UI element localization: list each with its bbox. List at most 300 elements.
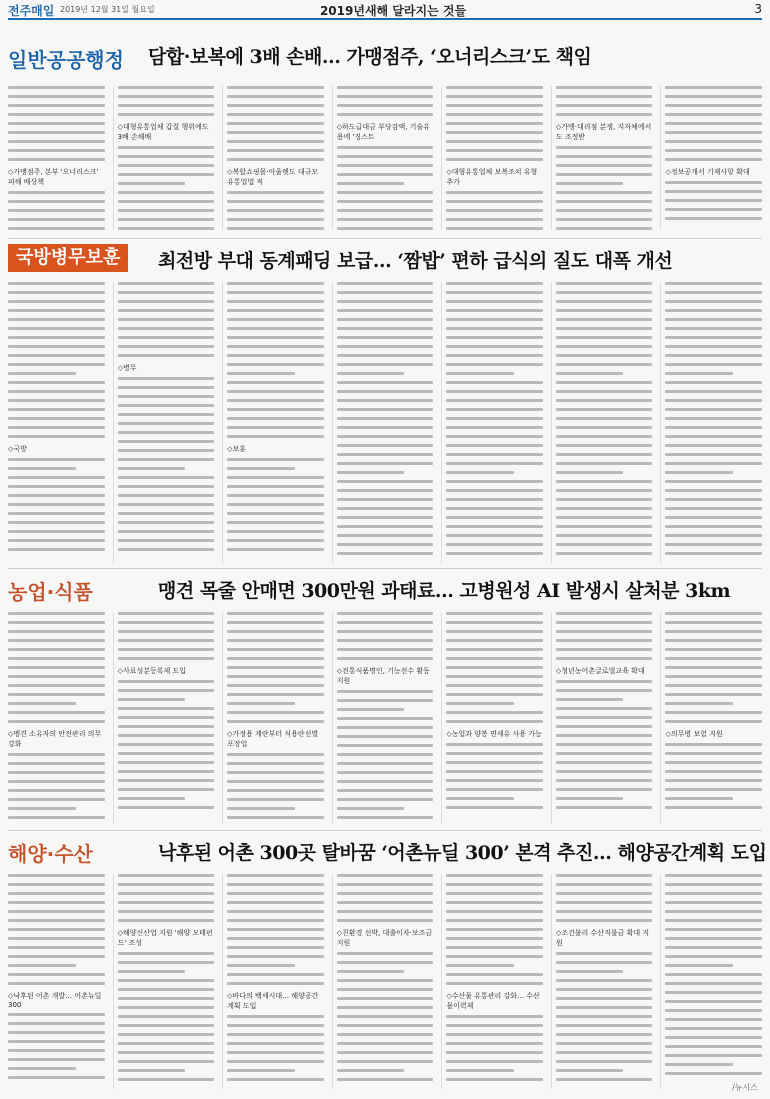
section-header — [8, 244, 762, 278]
article-column — [8, 282, 105, 564]
text-line — [665, 372, 733, 375]
text-line — [8, 458, 105, 461]
text-line — [118, 698, 186, 701]
text-line — [227, 702, 295, 705]
photo-credit: /뉴시스 — [732, 1083, 758, 1092]
text-line — [556, 952, 653, 955]
text-line — [118, 883, 215, 886]
text-line — [337, 489, 434, 492]
text-line — [227, 467, 295, 470]
article-subhead: ◇보훈 — [227, 445, 247, 453]
text-line — [665, 937, 762, 940]
text-line — [8, 711, 105, 714]
text-line — [446, 711, 543, 714]
text-line — [446, 630, 543, 633]
text-line — [8, 318, 105, 321]
text-line — [446, 552, 543, 555]
text-line — [556, 752, 653, 755]
text-line — [446, 982, 543, 985]
text-line — [118, 1015, 215, 1018]
text-line — [446, 806, 543, 809]
text-line — [665, 525, 762, 528]
text-line — [337, 552, 434, 555]
text-line — [227, 218, 324, 221]
text-line — [337, 381, 434, 384]
text-line — [446, 720, 543, 723]
text-line — [556, 525, 653, 528]
text-line — [665, 309, 762, 312]
text-line — [118, 743, 215, 746]
text-line — [8, 191, 105, 194]
text-line — [227, 946, 324, 949]
text-line — [665, 354, 762, 357]
text-line — [337, 717, 434, 720]
text-line — [337, 218, 434, 221]
text-line — [227, 1033, 324, 1036]
text-line — [118, 901, 215, 904]
page-header — [8, 2, 762, 20]
text-line — [337, 336, 434, 339]
text-line — [8, 300, 105, 303]
text-line — [118, 395, 215, 398]
text-line — [446, 113, 543, 116]
text-line — [446, 621, 543, 624]
article-subhead: ◇전통식품명인, 기능전수 활동 지원 — [336, 667, 430, 685]
article-column — [8, 612, 105, 824]
text-line — [446, 684, 543, 687]
text-line — [8, 639, 105, 642]
text-line — [8, 227, 105, 230]
text-line — [227, 191, 324, 194]
text-line — [8, 131, 105, 134]
text-line — [118, 689, 215, 692]
text-line — [665, 964, 733, 967]
text-line — [118, 521, 215, 524]
text-line — [118, 86, 215, 89]
text-line — [556, 200, 653, 203]
text-line — [337, 543, 434, 546]
text-line — [556, 657, 653, 660]
article-columns — [8, 282, 762, 564]
article-subhead: ◇의무병 보험 지원 — [665, 730, 723, 738]
article-columns — [8, 612, 762, 824]
text-line — [665, 390, 762, 393]
text-line — [556, 390, 653, 393]
text-line — [118, 218, 215, 221]
text-line — [665, 752, 762, 755]
text-line — [118, 874, 215, 877]
text-line — [556, 892, 653, 895]
text-line — [227, 955, 324, 958]
text-line — [556, 146, 653, 149]
text-line — [118, 345, 215, 348]
text-line — [665, 1000, 762, 1003]
text-line — [227, 476, 324, 479]
text-line — [227, 648, 324, 651]
text-line — [227, 494, 324, 497]
text-line — [337, 345, 434, 348]
text-line — [446, 525, 543, 528]
text-line — [556, 648, 653, 651]
text-line — [8, 345, 105, 348]
text-line — [337, 507, 434, 510]
text-line — [227, 336, 324, 339]
text-line — [227, 530, 324, 533]
text-line — [8, 381, 105, 384]
text-line — [118, 200, 215, 203]
text-line — [8, 982, 105, 985]
text-line — [118, 354, 215, 357]
text-line — [227, 1051, 324, 1054]
text-line — [337, 621, 434, 624]
text-line — [665, 199, 762, 202]
text-line — [227, 639, 324, 642]
text-line — [556, 970, 624, 973]
text-line — [8, 390, 105, 393]
text-line — [118, 806, 215, 809]
text-line — [118, 191, 215, 194]
text-line — [337, 291, 434, 294]
text-line — [446, 1042, 543, 1045]
text-line — [665, 149, 762, 152]
text-line — [665, 1009, 762, 1012]
text-line — [556, 480, 653, 483]
section-headline: 담합·보복에 3배 손배… 가맹점주, ‘오너리스크’도 책임 — [148, 46, 592, 68]
text-line — [337, 525, 434, 528]
text-line — [337, 95, 434, 98]
text-line — [337, 372, 405, 375]
text-line — [337, 630, 434, 633]
text-line — [227, 381, 324, 384]
text-line — [227, 901, 324, 904]
text-line — [227, 149, 324, 152]
text-line — [118, 182, 186, 185]
article-column — [222, 612, 324, 824]
article-columns — [8, 874, 762, 1089]
text-line — [227, 883, 324, 886]
text-line — [665, 675, 762, 678]
text-line — [118, 1078, 215, 1081]
article-column — [551, 874, 653, 1089]
text-line — [337, 327, 434, 330]
article-subhead: ◇정보공개서 기재사항 확대 — [665, 168, 750, 176]
text-line — [665, 122, 762, 125]
text-line — [446, 498, 543, 501]
text-line — [337, 471, 405, 474]
text-line — [337, 480, 434, 483]
text-line — [556, 698, 624, 701]
text-line — [227, 327, 324, 330]
text-line — [337, 282, 434, 285]
text-line — [8, 720, 105, 723]
text-line — [118, 512, 215, 515]
section-defense — [8, 244, 762, 564]
text-line — [118, 494, 215, 497]
text-line — [446, 874, 543, 877]
text-line — [556, 363, 653, 366]
text-line — [118, 1024, 215, 1027]
text-line — [446, 892, 543, 895]
text-line — [446, 770, 543, 773]
text-line — [227, 345, 324, 348]
text-line — [665, 363, 762, 366]
text-line — [665, 95, 762, 98]
text-line — [665, 507, 762, 510]
text-line — [446, 693, 543, 696]
text-line — [118, 657, 215, 660]
text-line — [337, 417, 434, 420]
text-line — [8, 1040, 105, 1043]
text-line — [227, 771, 324, 774]
text-line — [665, 291, 762, 294]
text-line — [665, 543, 762, 546]
text-line — [556, 113, 653, 116]
text-line — [337, 200, 434, 203]
text-line — [227, 300, 324, 303]
text-line — [556, 227, 653, 230]
text-line — [118, 779, 215, 782]
text-line — [8, 1058, 105, 1061]
text-line — [665, 158, 762, 161]
article-subhead: ◇하도급대금 부당감액, 기술유용에 '징스트 — [336, 123, 430, 141]
text-line — [665, 1045, 762, 1048]
text-line — [446, 1078, 543, 1081]
text-line — [665, 480, 762, 483]
text-line — [118, 970, 186, 973]
text-line — [8, 218, 105, 221]
text-line — [556, 291, 653, 294]
text-line — [665, 657, 762, 660]
text-line — [446, 158, 543, 161]
text-line — [446, 543, 543, 546]
text-line — [556, 552, 653, 555]
text-line — [337, 426, 434, 429]
text-line — [8, 548, 105, 551]
text-line — [337, 771, 434, 774]
text-line — [556, 1006, 653, 1009]
text-line — [556, 86, 653, 89]
text-line — [446, 191, 543, 194]
text-line — [337, 816, 434, 819]
text-line — [8, 291, 105, 294]
text-line — [556, 173, 653, 176]
page-number: 3 — [754, 2, 762, 16]
text-line — [8, 149, 105, 152]
text-line — [8, 693, 105, 696]
text-line — [227, 426, 324, 429]
article-column — [551, 612, 653, 824]
section-headline: 낙후된 어촌 300곳 탈바꿈 ‘어촌뉴딜 300’ 본격 추진… 해양공간계획 도입 — [158, 842, 767, 864]
text-line — [665, 612, 762, 615]
text-line — [8, 503, 105, 506]
text-line — [337, 1015, 434, 1018]
text-line — [556, 444, 653, 447]
text-line — [118, 910, 215, 913]
text-line — [337, 300, 434, 303]
text-line — [446, 1024, 543, 1027]
text-line — [337, 961, 434, 964]
text-line — [665, 955, 762, 958]
text-line — [337, 399, 434, 402]
text-line — [337, 309, 434, 312]
text-line — [8, 200, 105, 203]
text-line — [8, 883, 105, 886]
text-line — [446, 1015, 543, 1018]
text-line — [556, 612, 653, 615]
text-line — [556, 435, 653, 438]
text-line — [337, 1024, 434, 1027]
text-line — [446, 797, 514, 800]
text-line — [337, 1033, 434, 1036]
text-line — [337, 354, 434, 357]
text-line — [337, 435, 434, 438]
text-line — [446, 480, 543, 483]
text-line — [337, 516, 434, 519]
text-line — [556, 516, 653, 519]
text-line — [227, 982, 324, 985]
text-line — [8, 955, 105, 958]
text-line — [118, 309, 215, 312]
section-maritime — [8, 836, 767, 1091]
text-line — [337, 970, 405, 973]
text-line — [665, 702, 733, 705]
text-line — [227, 86, 324, 89]
text-line — [227, 158, 324, 161]
text-line — [337, 1042, 434, 1045]
article-column — [222, 86, 324, 230]
text-line — [665, 1072, 762, 1075]
text-line — [118, 173, 215, 176]
text-line — [556, 919, 653, 922]
text-line — [8, 485, 105, 488]
text-line — [118, 630, 215, 633]
text-line — [446, 1051, 543, 1054]
text-line — [446, 761, 543, 764]
text-line — [446, 363, 543, 366]
text-line — [665, 693, 762, 696]
text-line — [8, 771, 105, 774]
text-line — [665, 1054, 762, 1057]
text-line — [227, 1060, 324, 1063]
text-line — [556, 300, 653, 303]
text-line — [118, 227, 215, 230]
text-line — [8, 95, 105, 98]
text-line — [227, 363, 324, 366]
text-line — [8, 86, 105, 89]
text-line — [556, 988, 653, 991]
text-line — [227, 282, 324, 285]
text-line — [118, 95, 215, 98]
text-line — [8, 910, 105, 913]
text-line — [556, 979, 653, 982]
article-column — [332, 282, 434, 564]
text-line — [227, 354, 324, 357]
text-line — [665, 743, 762, 746]
text-line — [665, 919, 762, 922]
article-subhead: ◇가정용 계란부터 식용란선별포장업 — [227, 730, 319, 748]
text-line — [337, 318, 434, 321]
text-line — [8, 964, 76, 967]
text-line — [8, 476, 105, 479]
text-line — [446, 327, 543, 330]
text-line — [556, 1024, 653, 1027]
text-line — [118, 485, 215, 488]
text-line — [118, 639, 215, 642]
article-subhead: ◇국방 — [8, 445, 27, 453]
text-line — [556, 689, 653, 692]
text-line — [665, 883, 762, 886]
text-line — [118, 530, 215, 533]
text-line — [118, 997, 215, 1000]
text-line — [556, 901, 653, 904]
text-line — [446, 919, 543, 922]
text-line — [446, 657, 543, 660]
text-line — [8, 512, 105, 515]
text-line — [227, 919, 324, 922]
text-line — [556, 1051, 653, 1054]
text-line — [8, 1022, 105, 1025]
section-header — [8, 836, 767, 870]
text-line — [227, 666, 324, 669]
text-line — [8, 816, 105, 819]
text-line — [446, 345, 543, 348]
text-line — [446, 282, 543, 285]
text-line — [8, 282, 105, 285]
text-line — [665, 1036, 762, 1039]
text-line — [337, 979, 434, 982]
text-line — [556, 716, 653, 719]
text-line — [227, 408, 324, 411]
text-line — [337, 952, 434, 955]
text-line — [8, 1031, 105, 1034]
text-line — [227, 937, 324, 940]
text-line — [227, 630, 324, 633]
text-line — [337, 708, 405, 711]
text-line — [227, 657, 324, 660]
text-line — [227, 780, 324, 783]
article-subhead: ◇바다의 백세시대… 해양공간계획 도입 — [227, 992, 319, 1010]
text-line — [337, 104, 434, 107]
article-subhead: ◇대형유통업체 갑질 행위에도 3배 손해배 — [117, 123, 209, 141]
text-line — [556, 1078, 653, 1081]
text-line — [665, 399, 762, 402]
text-line — [337, 390, 434, 393]
text-line — [337, 86, 434, 89]
text-line — [8, 327, 105, 330]
article-column — [441, 874, 543, 1089]
text-line — [8, 892, 105, 895]
text-line — [118, 300, 215, 303]
text-line — [337, 910, 434, 913]
text-line — [337, 874, 434, 877]
text-line — [118, 336, 215, 339]
text-line — [227, 798, 324, 801]
text-line — [227, 200, 324, 203]
text-line — [556, 1060, 653, 1063]
text-line — [556, 761, 653, 764]
text-line — [337, 735, 434, 738]
text-line — [337, 789, 434, 792]
text-line — [665, 516, 762, 519]
text-line — [446, 291, 543, 294]
text-line — [446, 300, 543, 303]
text-line — [556, 155, 653, 158]
section-header — [8, 574, 762, 608]
article-column — [332, 874, 434, 1089]
text-line — [8, 530, 105, 533]
text-line — [8, 753, 105, 756]
text-line — [665, 345, 762, 348]
